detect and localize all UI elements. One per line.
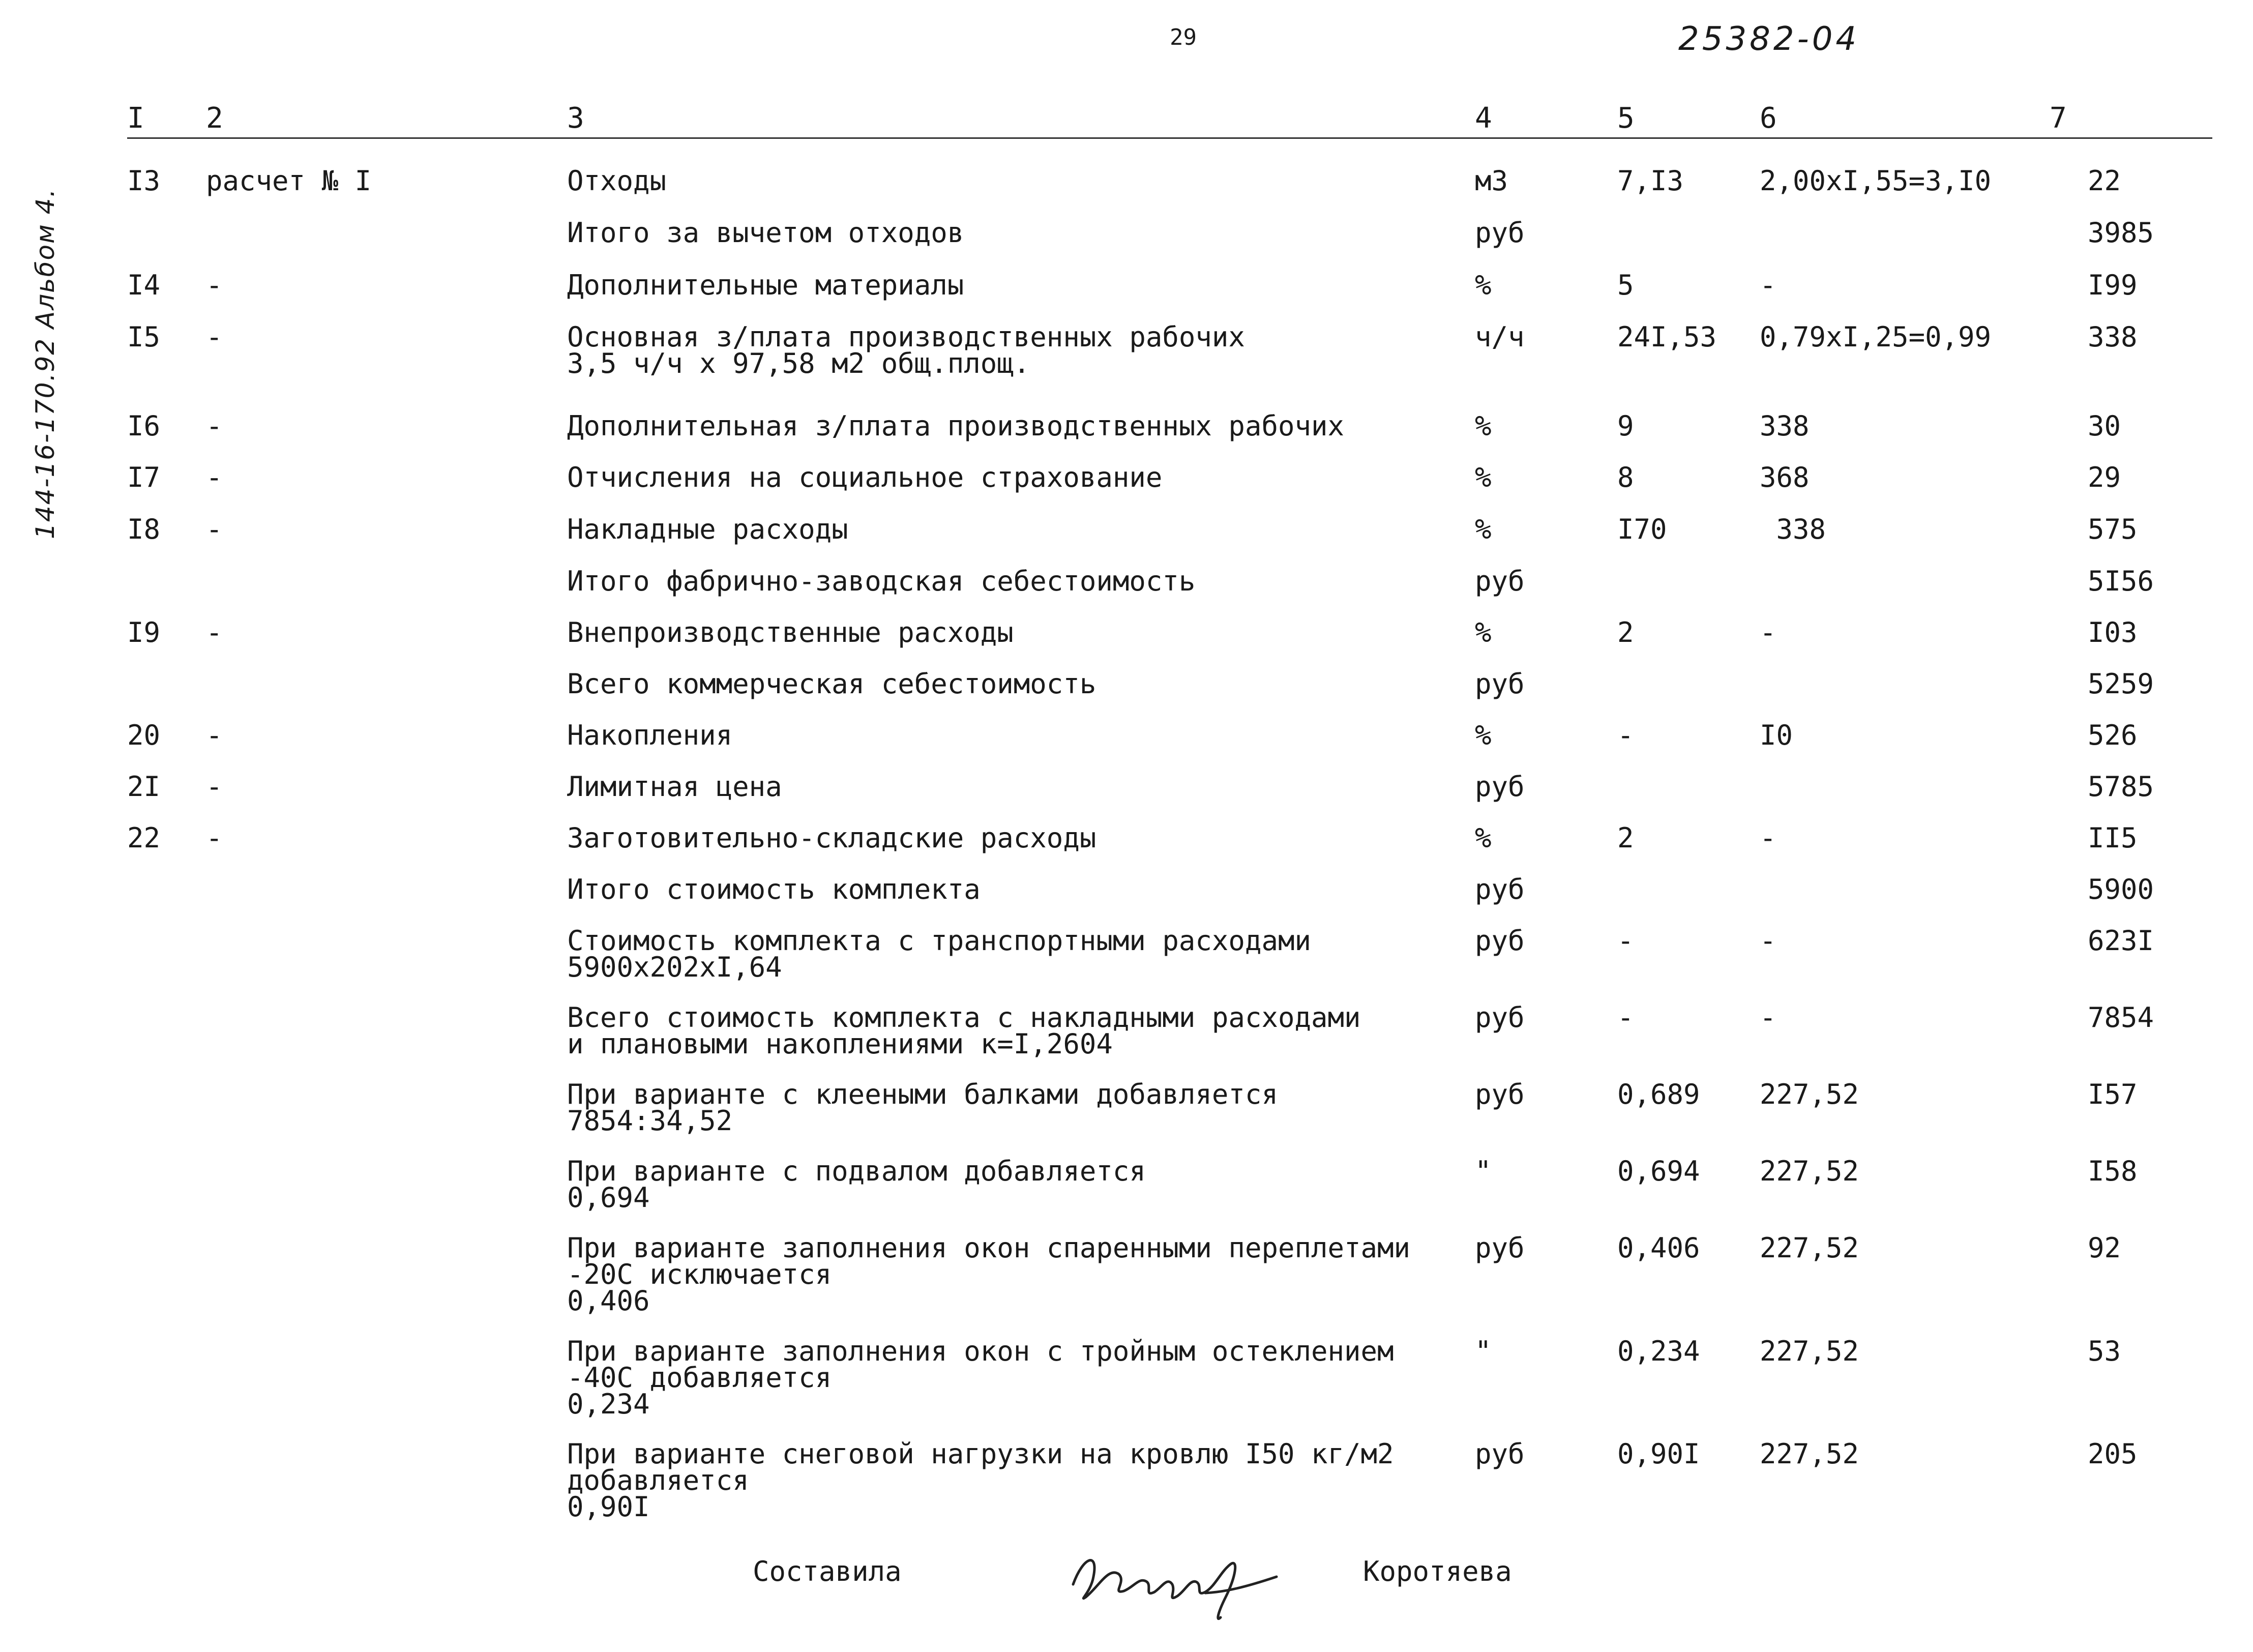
- description-line: Дополнительные материалы: [567, 269, 964, 301]
- row-description: [567, 1078, 1278, 1137]
- row-description: [567, 1001, 1361, 1060]
- description-line: 7854:34,52: [567, 1105, 733, 1137]
- row-description: [567, 565, 1196, 597]
- row-quantity: -: [1617, 1001, 1634, 1034]
- row-unit: %: [1475, 616, 1492, 648]
- description-line: При варианте с подвалом добавляется: [567, 1155, 1146, 1187]
- row-description: [567, 719, 733, 751]
- description-line: -20С исключается: [567, 1258, 832, 1290]
- row-total: 338: [2088, 321, 2138, 353]
- row-description: [567, 217, 964, 249]
- row-description: [567, 822, 1096, 854]
- row-unit: руб: [1475, 1232, 1525, 1264]
- row-unit: руб: [1475, 771, 1525, 803]
- row-number: I5: [127, 321, 161, 353]
- row-reference: -: [206, 269, 223, 301]
- description-line: -40С добавляется: [567, 1362, 832, 1394]
- row-number: I8: [127, 513, 161, 545]
- description-line: Отчисления на социальное страхование: [567, 461, 1163, 493]
- description-line: и плановыми накоплениями к=I,2604: [567, 1028, 1113, 1060]
- column-header-1: I: [127, 102, 144, 135]
- row-total: 623I: [2088, 925, 2154, 957]
- row-price: -: [1760, 925, 1776, 957]
- row-description: [567, 461, 1163, 493]
- description-line: Накопления: [567, 719, 733, 751]
- row-total: 5I56: [2088, 565, 2154, 597]
- row-unit: руб: [1475, 1078, 1525, 1110]
- row-unit: руб: [1475, 925, 1525, 957]
- row-description: [567, 771, 782, 803]
- row-unit: руб: [1475, 217, 1525, 249]
- description-line: При варианте с клееными балками добавляется: [567, 1078, 1278, 1110]
- row-total: 3985: [2088, 217, 2154, 249]
- page-number: 29: [1170, 24, 1197, 50]
- document-code: 25382-04: [1678, 20, 1860, 58]
- description-line: Стоимость комплекта с транспортными расходами: [567, 925, 1311, 957]
- row-price: 2,00xI,55=3,I0: [1760, 165, 1992, 197]
- row-total: I57: [2088, 1078, 2138, 1110]
- description-line: Лимитная цена: [567, 771, 782, 803]
- column-header-4: 4: [1475, 102, 1492, 135]
- row-description: [567, 1438, 1394, 1523]
- description-line: Заготовительно-складские расходы: [567, 822, 1096, 854]
- row-unit: ": [1475, 1335, 1492, 1367]
- row-unit: руб: [1475, 873, 1525, 905]
- row-reference: -: [206, 513, 223, 545]
- row-description: [567, 1335, 1394, 1420]
- column-header-row: [127, 102, 2212, 139]
- row-number: 20: [127, 719, 161, 751]
- row-quantity: I70: [1617, 513, 1667, 545]
- row-price: 338: [1760, 410, 1810, 442]
- row-unit: %: [1475, 269, 1492, 301]
- description-line: 5900x202xI,64: [567, 951, 782, 983]
- row-unit: %: [1475, 513, 1492, 545]
- row-number: I4: [127, 269, 161, 301]
- row-description: [567, 873, 981, 905]
- description-line: 3,5 ч/ч x 97,58 м2 общ.площ.: [567, 347, 1030, 379]
- row-reference: -: [206, 822, 223, 854]
- row-total: 29: [2088, 461, 2121, 493]
- description-line: При варианте снеговой нагрузки на кровлю I50 кг/м2: [567, 1438, 1394, 1470]
- row-description: [567, 269, 964, 301]
- description-line: Всего стоимость комплекта с накладными расходами: [567, 1001, 1361, 1034]
- description-line: Итого фабрично-заводская себестоимость: [567, 565, 1196, 597]
- row-number: I9: [127, 616, 161, 648]
- row-price: -: [1760, 1001, 1776, 1034]
- row-total: 5900: [2088, 873, 2154, 905]
- row-unit: руб: [1475, 1001, 1525, 1034]
- row-total: 7854: [2088, 1001, 2154, 1034]
- row-reference: -: [206, 321, 223, 353]
- row-number: I7: [127, 461, 161, 493]
- description-line: Внепроизводственные расходы: [567, 616, 1014, 648]
- description-line: 0,694: [567, 1182, 650, 1214]
- row-total: 5259: [2088, 668, 2154, 700]
- row-total: 30: [2088, 410, 2121, 442]
- row-total: 205: [2088, 1438, 2138, 1470]
- column-header-5: 5: [1617, 102, 1635, 135]
- row-total: 92: [2088, 1232, 2121, 1264]
- row-price: 227,52: [1760, 1438, 1859, 1470]
- row-unit: %: [1475, 719, 1492, 751]
- row-quantity: 0,90I: [1617, 1438, 1700, 1470]
- row-quantity: 8: [1617, 461, 1634, 493]
- compiler-name: Коротяева: [1363, 1555, 1512, 1587]
- row-price: 227,52: [1760, 1232, 1859, 1264]
- row-price: 338: [1760, 513, 1826, 545]
- row-total: 575: [2088, 513, 2138, 545]
- row-reference: -: [206, 771, 223, 803]
- description-line: добавляется: [567, 1464, 749, 1496]
- row-description: [567, 513, 848, 545]
- description-line: Итого за вычетом отходов: [567, 217, 964, 249]
- description-line: Всего коммерческая себестоимость: [567, 668, 1096, 700]
- row-quantity: 0,689: [1617, 1078, 1700, 1110]
- row-unit: руб: [1475, 1438, 1525, 1470]
- row-unit: ": [1475, 1155, 1492, 1187]
- row-unit: руб: [1475, 565, 1525, 597]
- description-line: Накладные расходы: [567, 513, 848, 545]
- row-price: 368: [1760, 461, 1810, 493]
- row-price: I0: [1760, 719, 1793, 751]
- description-line: 0,90I: [567, 1491, 650, 1523]
- column-header-3: 3: [567, 102, 584, 135]
- row-description: [567, 1155, 1146, 1214]
- row-quantity: 5: [1617, 269, 1634, 301]
- row-reference: -: [206, 410, 223, 442]
- row-quantity: 7,I3: [1617, 165, 1684, 197]
- row-total: I99: [2088, 269, 2138, 301]
- album-side-label: 144-16-170.92 Альбом 4.: [31, 188, 60, 539]
- row-price: -: [1760, 269, 1776, 301]
- row-total: 22: [2088, 165, 2121, 197]
- row-unit: %: [1475, 461, 1492, 493]
- row-price: -: [1760, 822, 1776, 854]
- column-header-2: 2: [206, 102, 223, 135]
- row-price: 0,79xI,25=0,99: [1760, 321, 1992, 353]
- row-reference: -: [206, 461, 223, 493]
- row-number: I6: [127, 410, 161, 442]
- row-price: 227,52: [1760, 1335, 1859, 1367]
- column-header-7: 7: [2050, 102, 2067, 135]
- row-quantity: 2: [1617, 616, 1634, 648]
- row-total: 526: [2088, 719, 2138, 751]
- row-number: I3: [127, 165, 161, 197]
- row-quantity: -: [1617, 925, 1634, 957]
- row-total: I03: [2088, 616, 2138, 648]
- row-total: 53: [2088, 1335, 2121, 1367]
- description-line: 0,406: [567, 1285, 650, 1317]
- row-description: [567, 925, 1311, 983]
- row-description: [567, 616, 1014, 648]
- row-reference: расчет № I: [206, 165, 372, 197]
- row-unit: %: [1475, 822, 1492, 854]
- description-line: 0,234: [567, 1388, 650, 1420]
- description-line: При варианте заполнения окон с тройным остеклением: [567, 1335, 1394, 1367]
- row-number: 22: [127, 822, 161, 854]
- row-total: 5785: [2088, 771, 2154, 803]
- compiled-by-label: Составила: [753, 1555, 902, 1587]
- column-header-6: 6: [1760, 102, 1777, 135]
- row-price: 227,52: [1760, 1078, 1859, 1110]
- row-quantity: 2: [1617, 822, 1634, 854]
- description-line: При варианте заполнения окон спаренными переплетами: [567, 1232, 1411, 1264]
- row-quantity: 0,234: [1617, 1335, 1700, 1367]
- row-price: 227,52: [1760, 1155, 1859, 1187]
- row-quantity: -: [1617, 719, 1634, 751]
- row-description: [567, 321, 1245, 379]
- row-number: 2I: [127, 771, 161, 803]
- row-unit: руб: [1475, 668, 1525, 700]
- row-quantity: 9: [1617, 410, 1634, 442]
- row-unit: м3: [1475, 165, 1508, 197]
- row-price: -: [1760, 616, 1776, 648]
- row-description: [567, 668, 1096, 700]
- description-line: Основная з/плата производственных рабочих: [567, 321, 1245, 353]
- row-description: [567, 410, 1345, 442]
- row-total: II5: [2088, 822, 2138, 854]
- row-reference: -: [206, 719, 223, 751]
- row-reference: -: [206, 616, 223, 648]
- row-description: [567, 1232, 1411, 1317]
- row-quantity: 0,694: [1617, 1155, 1700, 1187]
- row-quantity: 24I,53: [1617, 321, 1717, 353]
- description-line: Дополнительная з/плата производственных рабочих: [567, 410, 1345, 442]
- description-line: Отходы: [567, 165, 667, 197]
- row-quantity: 0,406: [1617, 1232, 1700, 1264]
- signature: [1063, 1536, 1287, 1628]
- row-unit: ч/ч: [1475, 321, 1525, 353]
- row-total: I58: [2088, 1155, 2138, 1187]
- description-line: Итого стоимость комплекта: [567, 873, 981, 905]
- row-unit: %: [1475, 410, 1492, 442]
- row-description: [567, 165, 667, 197]
